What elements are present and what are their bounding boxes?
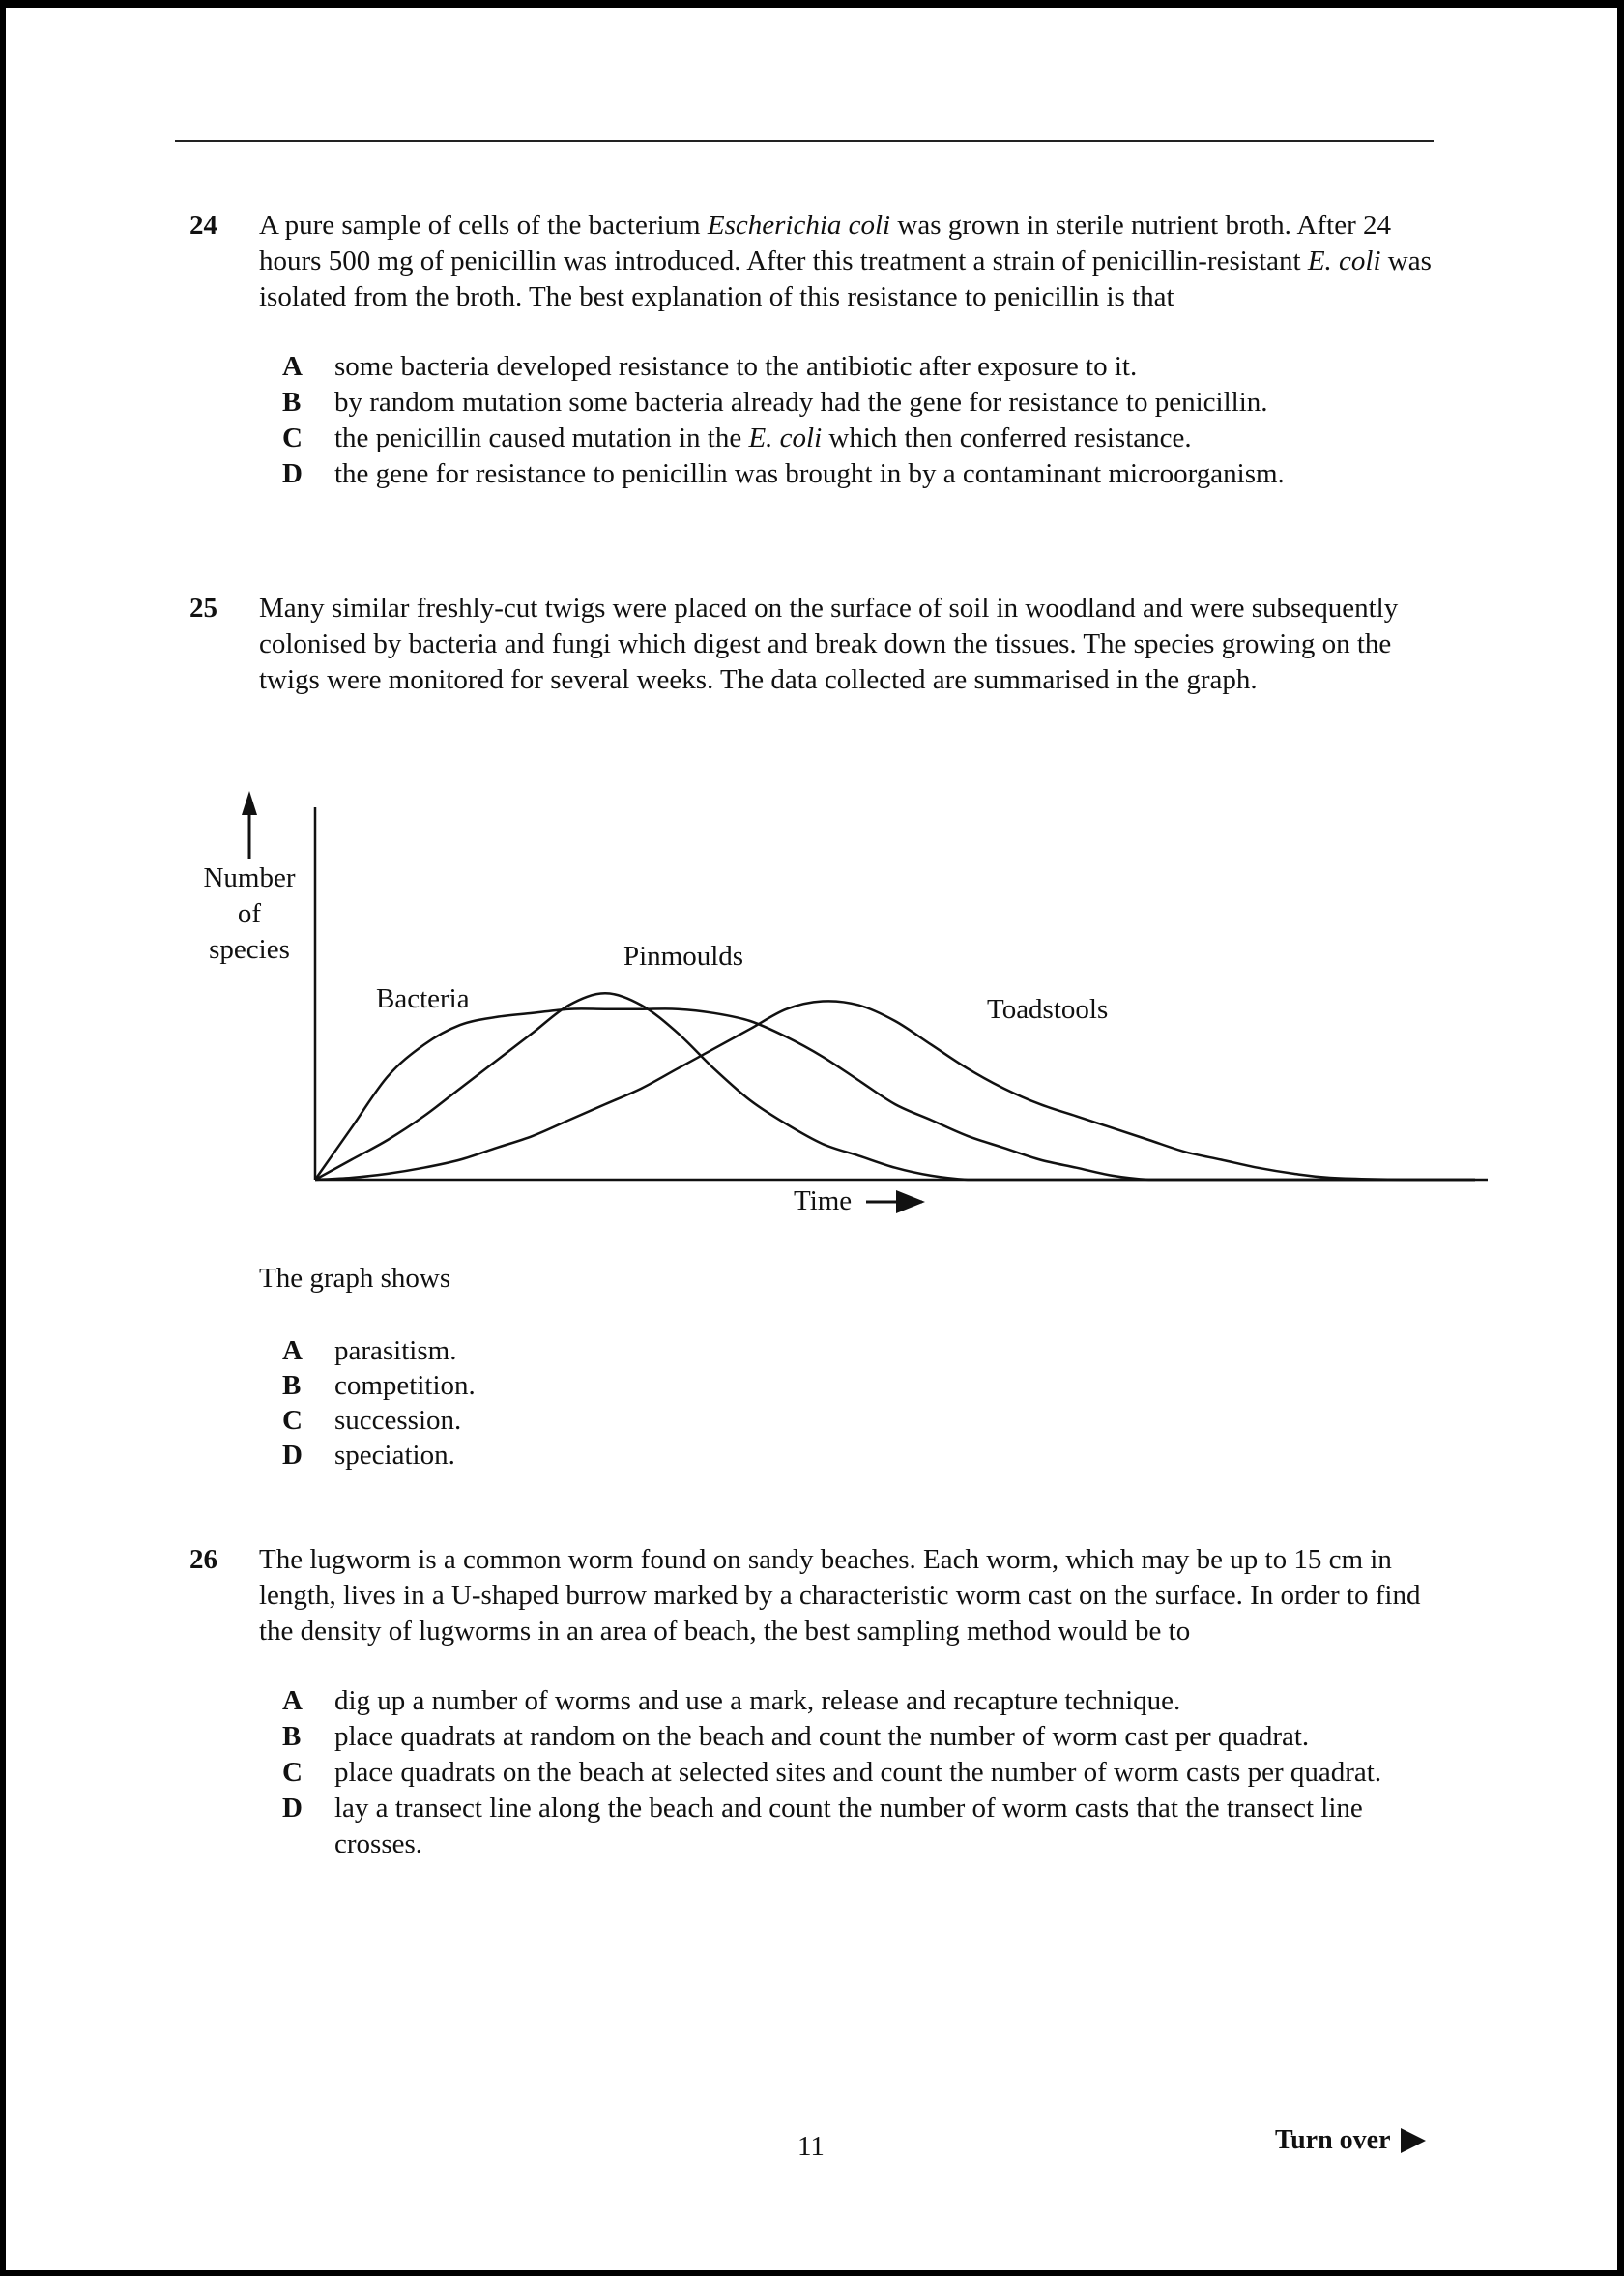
- option-b[interactable]: B by random mutation some bacteria already had the gene for resistance to penicillin.: [282, 387, 1268, 418]
- page-number: 11: [798, 2131, 825, 2162]
- series-label-pinmoulds: Pinmoulds: [624, 941, 744, 972]
- option-d[interactable]: D the gene for resistance to penicillin was brought in by a contaminant microorganism.: [282, 458, 1285, 489]
- option-a[interactable]: A dig up a number of worms and use a mark, release and recapture technique.: [282, 1685, 1181, 1716]
- answer-options: [282, 1683, 1448, 1862]
- series-label-toadstools: Toadstools: [987, 994, 1109, 1025]
- question-text: A pure sample of cells of the bacterium Escherichia coli was grown in sterile nutrient broth. After 24 hours 500 mg of penicillin was introduced. After this treatment a strain of penicillin-resistant E. coli was isolated from the broth. The best explanation of this resistance to penicillin is that: [259, 210, 1432, 312]
- y-axis-label-line2: of: [237, 898, 262, 929]
- question-26: [189, 1542, 1448, 1862]
- y-axis-label-line3: species: [209, 934, 290, 965]
- option-b[interactable]: B place quadrats at random on the beach and count the number of worm cast per quadrat.: [282, 1721, 1310, 1752]
- option-d[interactable]: D lay a transect line along the beach and count the number of worm casts that the transect line crosses.: [282, 1793, 1363, 1859]
- option-c[interactable]: C succession.: [282, 1405, 462, 1436]
- y-axis-label-line1: Number: [203, 862, 296, 893]
- option-c[interactable]: C place quadrats on the beach at selected sites and count the number of worm casts per quadrat.: [282, 1757, 1382, 1788]
- question-number: 25: [189, 593, 218, 624]
- option-a[interactable]: A parasitism.: [282, 1335, 457, 1366]
- question-text: The lugworm is a common worm found on sandy beaches. Each worm, which may be up to 15 cm in length, lives in a U-shaped burrow marked by a characteristic worm cast on the surface. In order to find the density of lugworms in an area of beach, the best sampling method would be to: [259, 1544, 1421, 1647]
- series-line-toadstools: [315, 1001, 1475, 1180]
- species-graph: [6, 8, 1617, 1265]
- question-number: 26: [189, 1544, 218, 1575]
- question-text: Many similar freshly-cut twigs were placed on the surface of soil in woodland and were subsequently colonised by bacteria and fungi which digest and break down the tissues. The species growing on the twigs were monitored for several weeks. The data collected are summarised in the graph.: [259, 593, 1399, 695]
- exam-page: [6, 8, 1617, 2270]
- option-c[interactable]: C the penicillin caused mutation in the E. coli which then conferred resistance.: [282, 423, 1192, 453]
- turn-over: Turn over: [1275, 2125, 1426, 2156]
- answer-options-25: [282, 1333, 1446, 1473]
- option-a[interactable]: A some bacteria developed resistance to the antibiotic after exposure to it.: [282, 351, 1138, 382]
- option-b[interactable]: B competition.: [282, 1370, 476, 1401]
- series-label-bacteria: Bacteria: [376, 983, 470, 1014]
- series-line-bacteria: [315, 1008, 1475, 1180]
- y-axis-arrowhead: [242, 791, 257, 815]
- x-axis-label: Time: [794, 1185, 853, 1216]
- question-number: 24: [189, 210, 218, 241]
- play-arrow-icon: [1401, 2128, 1426, 2153]
- graph-intro: The graph shows: [259, 1263, 451, 1294]
- option-d[interactable]: D speciation.: [282, 1440, 455, 1471]
